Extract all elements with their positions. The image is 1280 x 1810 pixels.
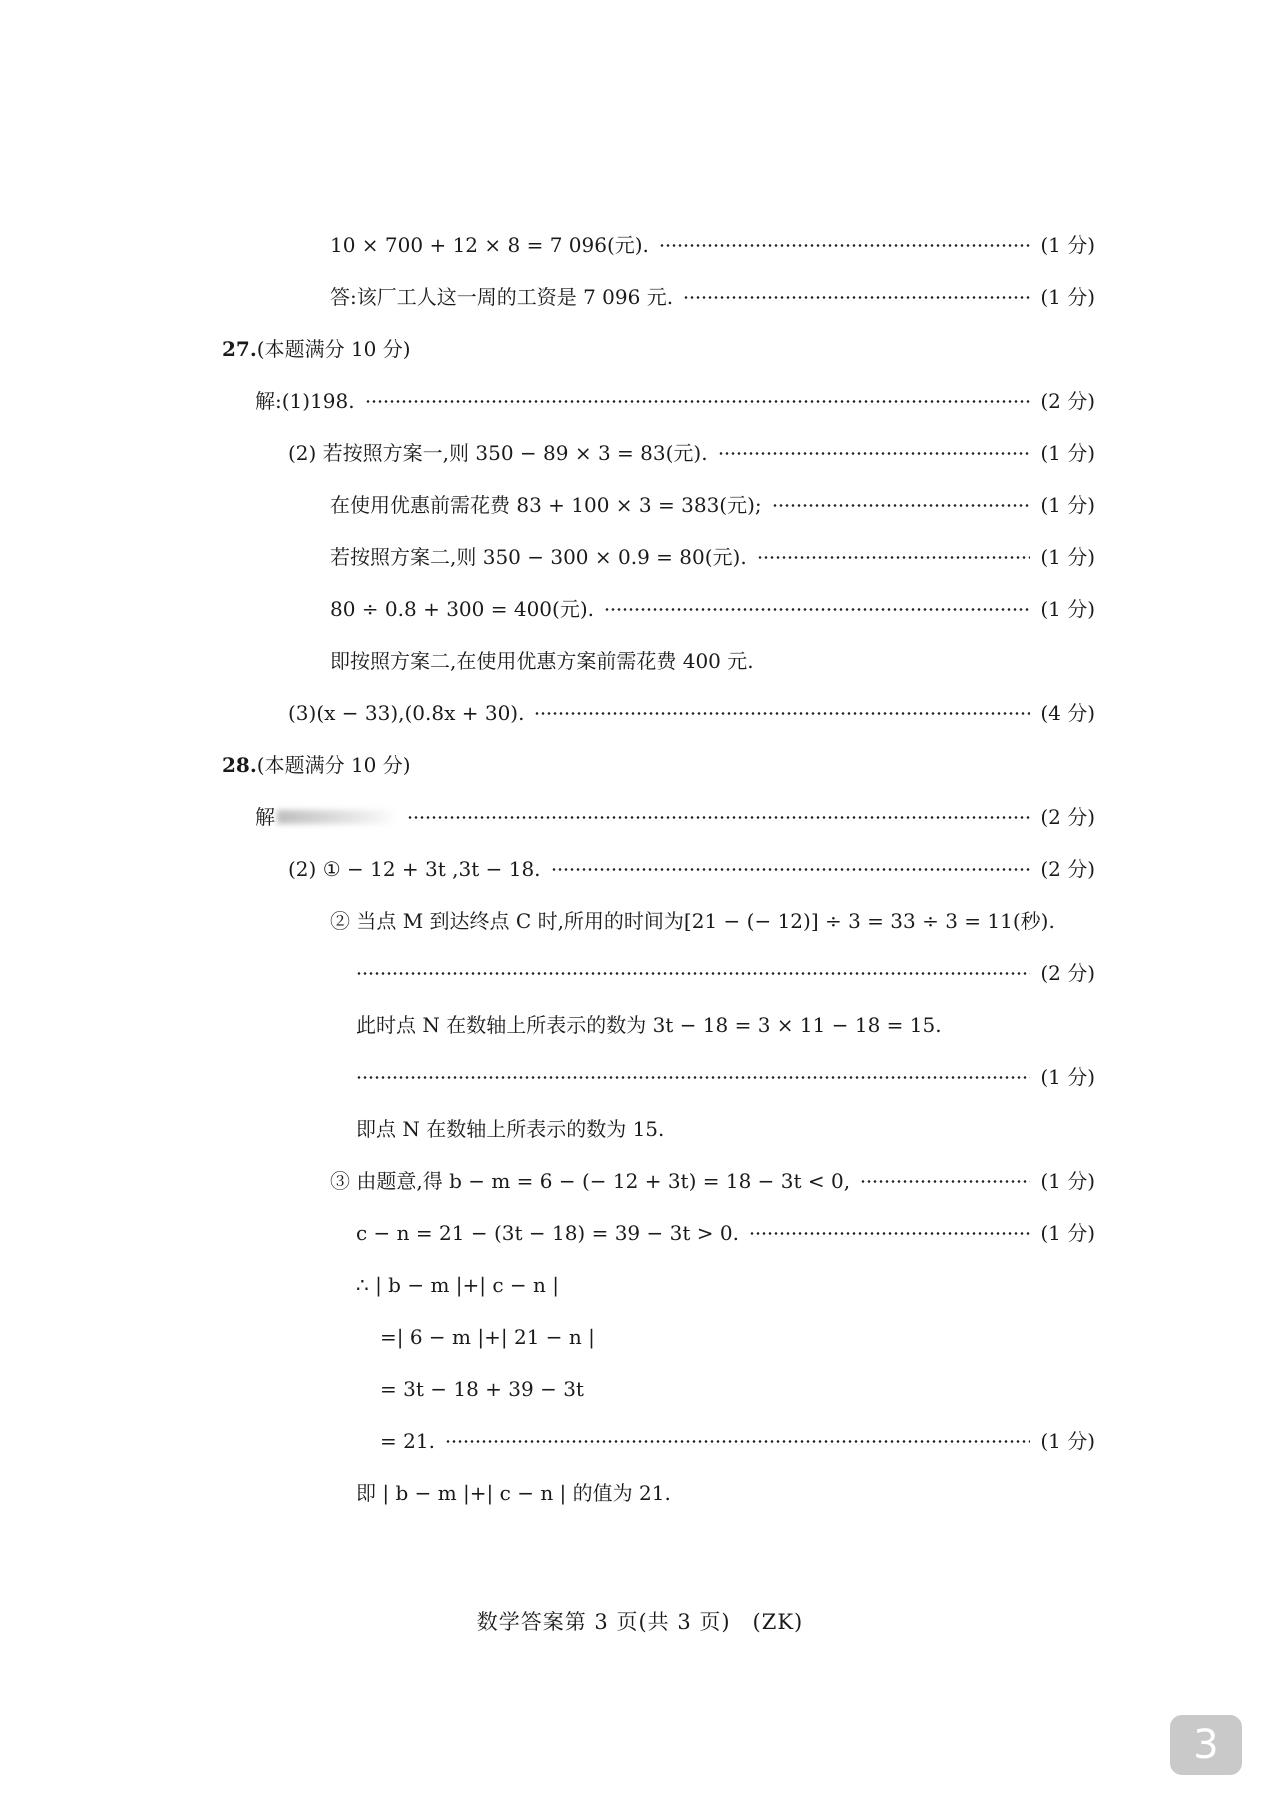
answer-text: 若按照方案二,则 350 − 300 × 0.9 = 80(元). bbox=[330, 545, 747, 569]
answer-line bbox=[356, 1270, 1095, 1300]
score-label: (1 分) bbox=[1040, 493, 1095, 517]
answer-text: (2) ① − 12 + 3t ,3t − 18. bbox=[288, 857, 541, 881]
answer-line bbox=[330, 542, 1095, 572]
answer-line bbox=[380, 1426, 1095, 1456]
leader-dots bbox=[445, 1440, 1030, 1443]
answer-text: 即 | b − m |+| c − n | 的值为 21. bbox=[356, 1481, 671, 1505]
question-heading-text: (本题满分 10 分) bbox=[256, 753, 411, 777]
answer-text: 在使用优惠前需花费 83 + 100 × 3 = 383(元); bbox=[330, 493, 762, 517]
leader-dots bbox=[772, 504, 1031, 507]
answer-line bbox=[330, 490, 1095, 520]
leader-dots bbox=[365, 400, 1031, 403]
answer-line bbox=[255, 802, 1095, 832]
leader-dots bbox=[749, 1232, 1030, 1235]
answer-line bbox=[330, 906, 1095, 936]
score-label: (4 分) bbox=[1040, 701, 1095, 725]
answer-line bbox=[330, 1166, 1095, 1196]
leader-dots bbox=[659, 244, 1030, 247]
score-label: (2 分) bbox=[1040, 389, 1095, 413]
score-label: (2 分) bbox=[1040, 805, 1095, 829]
answer-text: ② 当点 M 到达终点 C 时,所用的时间为[21 − (− 12)] ÷ 3 = 33 ÷ 3 = 11(秒). bbox=[330, 909, 1055, 933]
answer-text: ③ 由题意,得 b − m = 6 − (− 12 + 3t) = 18 − 3t < 0, bbox=[330, 1169, 851, 1193]
leader-dots bbox=[356, 1076, 1030, 1079]
answer-line bbox=[380, 1374, 1095, 1404]
answer-text: 解 bbox=[255, 805, 275, 829]
page-number-badge: 3 bbox=[1170, 1715, 1242, 1775]
answer-line bbox=[380, 1322, 1095, 1352]
answer-line bbox=[356, 1062, 1095, 1092]
question-heading bbox=[222, 334, 622, 364]
answer-text: 即按照方案二,在使用优惠方案前需花费 400 元. bbox=[330, 649, 754, 673]
blurred-region bbox=[277, 810, 397, 824]
answer-line bbox=[330, 282, 1095, 312]
leader-dots bbox=[757, 556, 1031, 559]
question-number: 27. bbox=[222, 337, 257, 361]
score-label: (2 分) bbox=[1040, 961, 1095, 985]
answer-line bbox=[330, 646, 1095, 676]
answer-text: 答:该厂工人这一周的工资是 7 096 元. bbox=[330, 285, 674, 309]
answer-text: (2) 若按照方案一,则 350 − 89 × 3 = 83(元). bbox=[288, 441, 708, 465]
answer-text: (3)(x − 33),(0.8x + 30). bbox=[288, 701, 525, 725]
answer-text: 此时点 N 在数轴上所表示的数为 3t − 18 = 3 × 11 − 18 = 15. bbox=[356, 1013, 942, 1037]
answer-line bbox=[356, 1218, 1095, 1248]
answer-text: =| 6 − m |+| 21 − n | bbox=[380, 1325, 595, 1349]
leader-dots bbox=[407, 816, 1030, 819]
answer-text: 即点 N 在数轴上所表示的数为 15. bbox=[356, 1117, 665, 1141]
leader-dots bbox=[551, 868, 1031, 871]
leader-dots bbox=[356, 972, 1030, 975]
question-heading bbox=[222, 750, 622, 780]
answer-text: = 21. bbox=[380, 1429, 435, 1453]
answer-text: 80 ÷ 0.8 + 300 = 400(元). bbox=[330, 597, 594, 621]
score-label: (1 分) bbox=[1040, 285, 1095, 309]
answer-line bbox=[288, 854, 1095, 884]
leader-dots bbox=[604, 608, 1030, 611]
answer-line bbox=[356, 958, 1095, 988]
question-number: 28. bbox=[222, 753, 257, 777]
answer-line bbox=[356, 1114, 1095, 1144]
answer-line bbox=[255, 386, 1095, 416]
answer-text: = 3t − 18 + 39 − 3t bbox=[380, 1377, 584, 1401]
leader-dots bbox=[683, 296, 1030, 299]
leader-dots bbox=[860, 1180, 1030, 1183]
answer-line bbox=[330, 230, 1095, 260]
score-label: (2 分) bbox=[1040, 857, 1095, 881]
answer-line bbox=[288, 438, 1095, 468]
leader-dots bbox=[718, 452, 1031, 455]
answer-text: ∴ | b − m |+| c − n | bbox=[356, 1273, 560, 1297]
score-label: (1 分) bbox=[1040, 597, 1095, 621]
score-label: (1 分) bbox=[1040, 1065, 1095, 1089]
answer-line bbox=[330, 594, 1095, 624]
answer-text: c − n = 21 − (3t − 18) = 39 − 3t > 0. bbox=[356, 1221, 739, 1245]
score-label: (1 分) bbox=[1040, 233, 1095, 257]
answer-line bbox=[288, 698, 1095, 728]
leader-dots bbox=[534, 712, 1030, 715]
answer-text: 10 × 700 + 12 × 8 = 7 096(元). bbox=[330, 233, 649, 257]
score-label: (1 分) bbox=[1040, 545, 1095, 569]
score-label: (1 分) bbox=[1040, 441, 1095, 465]
score-label: (1 分) bbox=[1040, 1221, 1095, 1245]
page-footer: 数学答案第 3 页(共 3 页) (ZK) bbox=[476, 1610, 804, 1634]
answer-line bbox=[356, 1010, 1095, 1040]
score-label: (1 分) bbox=[1040, 1429, 1095, 1453]
answer-text: 解:(1)198. bbox=[255, 389, 355, 413]
score-label: (1 分) bbox=[1040, 1169, 1095, 1193]
answer-line bbox=[356, 1478, 1095, 1508]
question-heading-text: (本题满分 10 分) bbox=[256, 337, 411, 361]
